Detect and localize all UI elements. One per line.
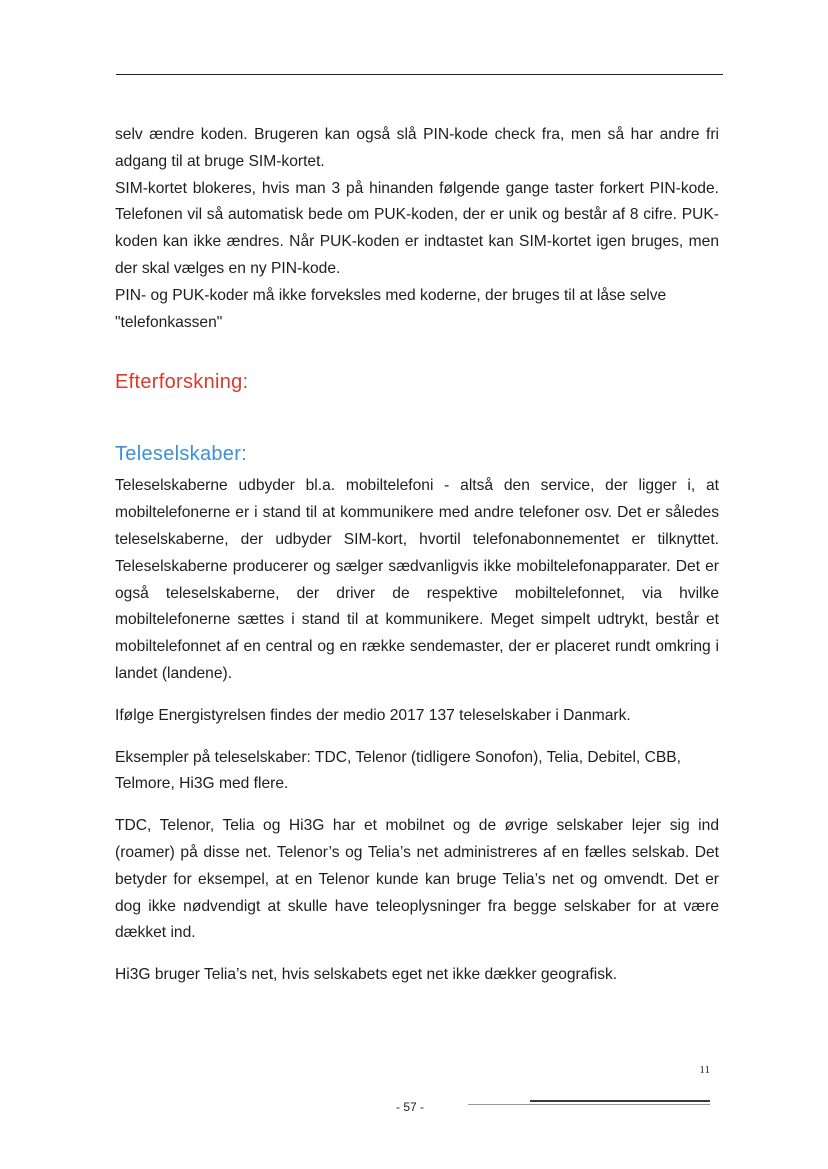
paragraph-sim-3: PIN- og PUK-koder må ikke forveksles med koderne, der bruges til at låse selve "telefonkassen" (115, 286, 667, 331)
page-number: - 57 - (395, 1100, 424, 1114)
footer-rule (468, 1104, 710, 1105)
paragraph-teleselskaber-4: TDC, Telenor, Telia og Hi3G har et mobilnet og de øvrige selskaber lejer sig ind (roamer) på disse net. Telenor’s og Telia’s net administreres af en fælles selskab. Det betyder for eksempel, at en Telenor kunde kan bruge Telia’s net og omvendt. Det er dog ikke nødvendigt at skulle have teleoplysninger fra begge selskaber for at være dækket ind. (115, 817, 719, 942)
chapter-number: 11 (699, 1064, 710, 1076)
heading-efterforskning: Efterforskning: (115, 371, 249, 394)
paragraph-teleselskaber-5: Hi3G bruger Telia’s net, hvis selskabets eget net ikke dækker geografisk. (115, 966, 618, 984)
paragraph-teleselskaber-1: Teleselskaberne udbyder bl.a. mobiltelefoni - altså den service, der ligger i, at mobiltelefonerne er i stand til at kommunikere med andre telefoner osv. Det er således teleselskaberne, der udbyder SIM-kort, hvortil telefonabonnementet er tilknyttet. Teleselskaberne producerer og sælger sædvanligvis ikke mobiltelefonapparater. Det er også teleselskaberne, der driver de respektive mobiltelefonnet, via hvilke mobiltelefonerne sættes i stand til at kommunikere. Meget simpelt udtrykt, består et mobiltelefonnet af en central og en række sendemaster, der er placeret rundt omkring i landet (landene). (115, 477, 719, 682)
header-rule (116, 74, 723, 75)
paragraph-teleselskaber-2: Ifølge Energistyrelsen findes der medio 2017 137 teleselskaber i Danmark. (115, 706, 631, 724)
body-text (115, 122, 719, 989)
footer-rule-accent (530, 1100, 710, 1102)
heading-teleselskaber: Teleselskaber: (115, 443, 248, 466)
paragraph-sim-2: SIM-kortet blokeres, hvis man 3 på hinanden følgende gange taster forkert PIN-kode. Telefonen vil så automatisk bede om PUK-koden, der er unik og består af 8 cifre. PUK-koden kan ikke ændres. Når PUK-koden er indtastet kan SIM-kortet igen bruges, men der skal vælges en ny PIN-kode. (115, 179, 719, 277)
paragraph-sim-1: selv ændre koden. Brugeren kan også slå PIN-kode check fra, men så har andre fri adgang til at bruge SIM-kortet. (115, 126, 719, 170)
paragraph-teleselskaber-3: Eksempler på teleselskaber: TDC, Telenor (tidligere Sonofon), Telia, Debitel, CBB, Telmore, Hi3G med flere. (115, 748, 681, 793)
